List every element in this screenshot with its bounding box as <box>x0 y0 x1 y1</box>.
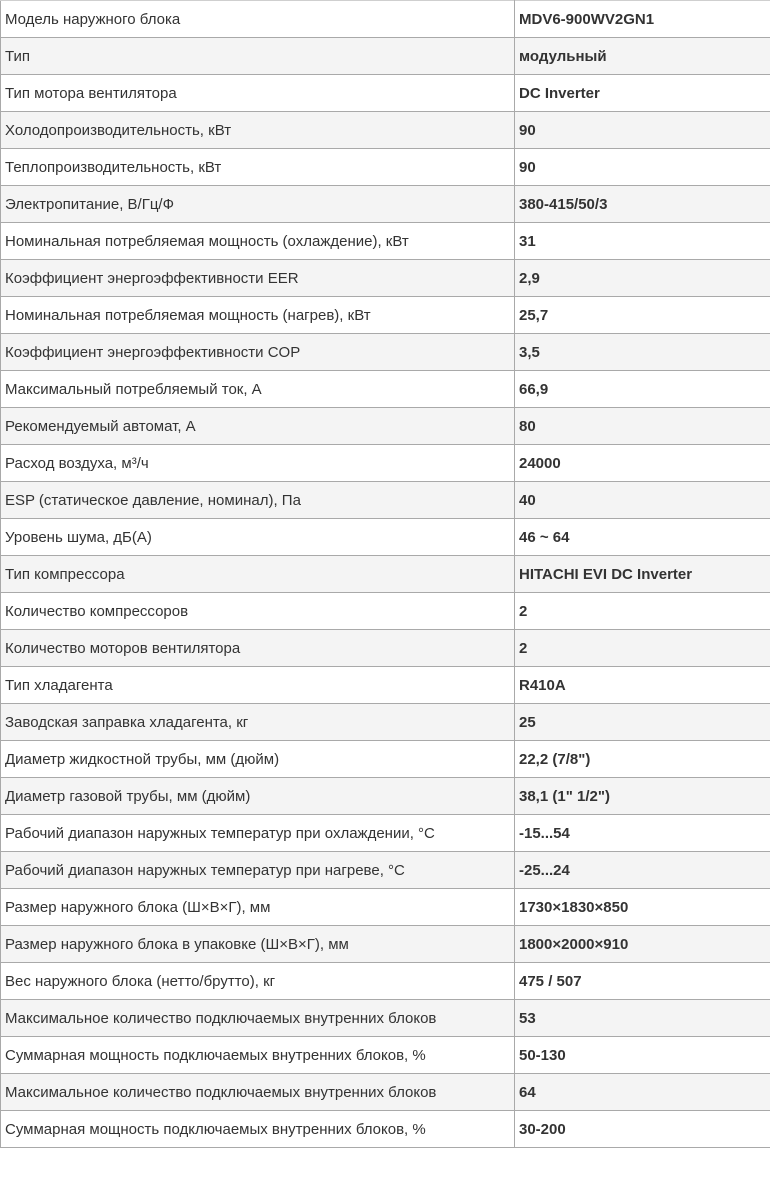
table-row <box>1 371 770 408</box>
spec-value: HITACHI EVI DC Inverter <box>515 556 770 593</box>
table-row <box>1 1074 770 1111</box>
spec-value: 46 ~ 64 <box>515 519 770 556</box>
spec-value: MDV6-900WV2GN1 <box>515 1 770 38</box>
spec-label: Максимальное количество подключаемых внутренних блоков <box>1 1000 515 1037</box>
spec-value: 1730×1830×850 <box>515 889 770 926</box>
table-row <box>1 1111 770 1148</box>
spec-label: Электропитание, В/Гц/Ф <box>1 186 515 223</box>
spec-value: -15...54 <box>515 815 770 852</box>
spec-label: Уровень шума, дБ(А) <box>1 519 515 556</box>
spec-label: Количество компрессоров <box>1 593 515 630</box>
spec-label: Рабочий диапазон наружных температур при нагреве, °C <box>1 852 515 889</box>
spec-label: Тип хладагента <box>1 667 515 704</box>
spec-value: 380-415/50/3 <box>515 186 770 223</box>
spec-value: 30-200 <box>515 1111 770 1148</box>
spec-value: 22,2 (7/8") <box>515 741 770 778</box>
table-row <box>1 519 770 556</box>
spec-value: R410A <box>515 667 770 704</box>
spec-label: Суммарная мощность подключаемых внутренних блоков, % <box>1 1037 515 1074</box>
spec-label: Холодопроизводительность, кВт <box>1 112 515 149</box>
spec-label: Размер наружного блока в упаковке (Ш×В×Г), мм <box>1 926 515 963</box>
spec-label: Тип <box>1 38 515 75</box>
table-row <box>1 75 770 112</box>
spec-value: 53 <box>515 1000 770 1037</box>
spec-label: Максимальный потребляемый ток, А <box>1 371 515 408</box>
spec-label: Номинальная потребляемая мощность (нагрев), кВт <box>1 297 515 334</box>
table-row <box>1 186 770 223</box>
spec-label: Расход воздуха, м³/ч <box>1 445 515 482</box>
spec-label: ESP (статическое давление, номинал), Па <box>1 482 515 519</box>
table-row <box>1 482 770 519</box>
spec-value: 2 <box>515 630 770 667</box>
spec-label: Вес наружного блока (нетто/брутто), кг <box>1 963 515 1000</box>
spec-label: Рекомендуемый автомат, А <box>1 408 515 445</box>
spec-label: Теплопроизводительность, кВт <box>1 149 515 186</box>
table-row <box>1 889 770 926</box>
spec-label: Диаметр газовой трубы, мм (дюйм) <box>1 778 515 815</box>
spec-label: Заводская заправка хладагента, кг <box>1 704 515 741</box>
table-row <box>1 38 770 75</box>
table-row <box>1 260 770 297</box>
table-row <box>1 778 770 815</box>
table-row <box>1 926 770 963</box>
spec-value: модульный <box>515 38 770 75</box>
table-row <box>1 408 770 445</box>
spec-value: 40 <box>515 482 770 519</box>
table-row <box>1 556 770 593</box>
spec-value: 64 <box>515 1074 770 1111</box>
table-row <box>1 593 770 630</box>
spec-label: Количество моторов вентилятора <box>1 630 515 667</box>
spec-value: 25,7 <box>515 297 770 334</box>
table-row <box>1 852 770 889</box>
spec-value: 25 <box>515 704 770 741</box>
spec-value: 66,9 <box>515 371 770 408</box>
spec-value: 31 <box>515 223 770 260</box>
table-row <box>1 815 770 852</box>
table-row <box>1 445 770 482</box>
spec-value: 2 <box>515 593 770 630</box>
spec-value: DC Inverter <box>515 75 770 112</box>
spec-value: 24000 <box>515 445 770 482</box>
table-row <box>1 630 770 667</box>
spec-label: Тип компрессора <box>1 556 515 593</box>
spec-value: 38,1 (1" 1/2") <box>515 778 770 815</box>
spec-label: Диаметр жидкостной трубы, мм (дюйм) <box>1 741 515 778</box>
table-row <box>1 334 770 371</box>
table-row <box>1 1037 770 1074</box>
table-row <box>1 297 770 334</box>
spec-label: Коэффициент энергоэффективности EER <box>1 260 515 297</box>
table-row <box>1 741 770 778</box>
spec-value: 90 <box>515 112 770 149</box>
table-row <box>1 1000 770 1037</box>
table-row <box>1 963 770 1000</box>
spec-label: Суммарная мощность подключаемых внутренних блоков, % <box>1 1111 515 1148</box>
spec-value: 475 / 507 <box>515 963 770 1000</box>
spec-label: Тип мотора вентилятора <box>1 75 515 112</box>
spec-label: Коэффициент энергоэффективности COP <box>1 334 515 371</box>
spec-label: Номинальная потребляемая мощность (охлаждение), кВт <box>1 223 515 260</box>
table-row <box>1 223 770 260</box>
spec-label: Рабочий диапазон наружных температур при охлаждении, °C <box>1 815 515 852</box>
table-row <box>1 1 770 38</box>
table-row <box>1 112 770 149</box>
spec-value: 3,5 <box>515 334 770 371</box>
spec-label: Модель наружного блока <box>1 1 515 38</box>
table-row <box>1 149 770 186</box>
spec-value: 1800×2000×910 <box>515 926 770 963</box>
specifications-table-body <box>1 1 770 1148</box>
spec-value: -25...24 <box>515 852 770 889</box>
spec-value: 90 <box>515 149 770 186</box>
spec-value: 50-130 <box>515 1037 770 1074</box>
table-row <box>1 667 770 704</box>
table-row <box>1 704 770 741</box>
spec-label: Максимальное количество подключаемых внутренних блоков <box>1 1074 515 1111</box>
spec-value: 80 <box>515 408 770 445</box>
spec-label: Размер наружного блока (Ш×В×Г), мм <box>1 889 515 926</box>
spec-value: 2,9 <box>515 260 770 297</box>
